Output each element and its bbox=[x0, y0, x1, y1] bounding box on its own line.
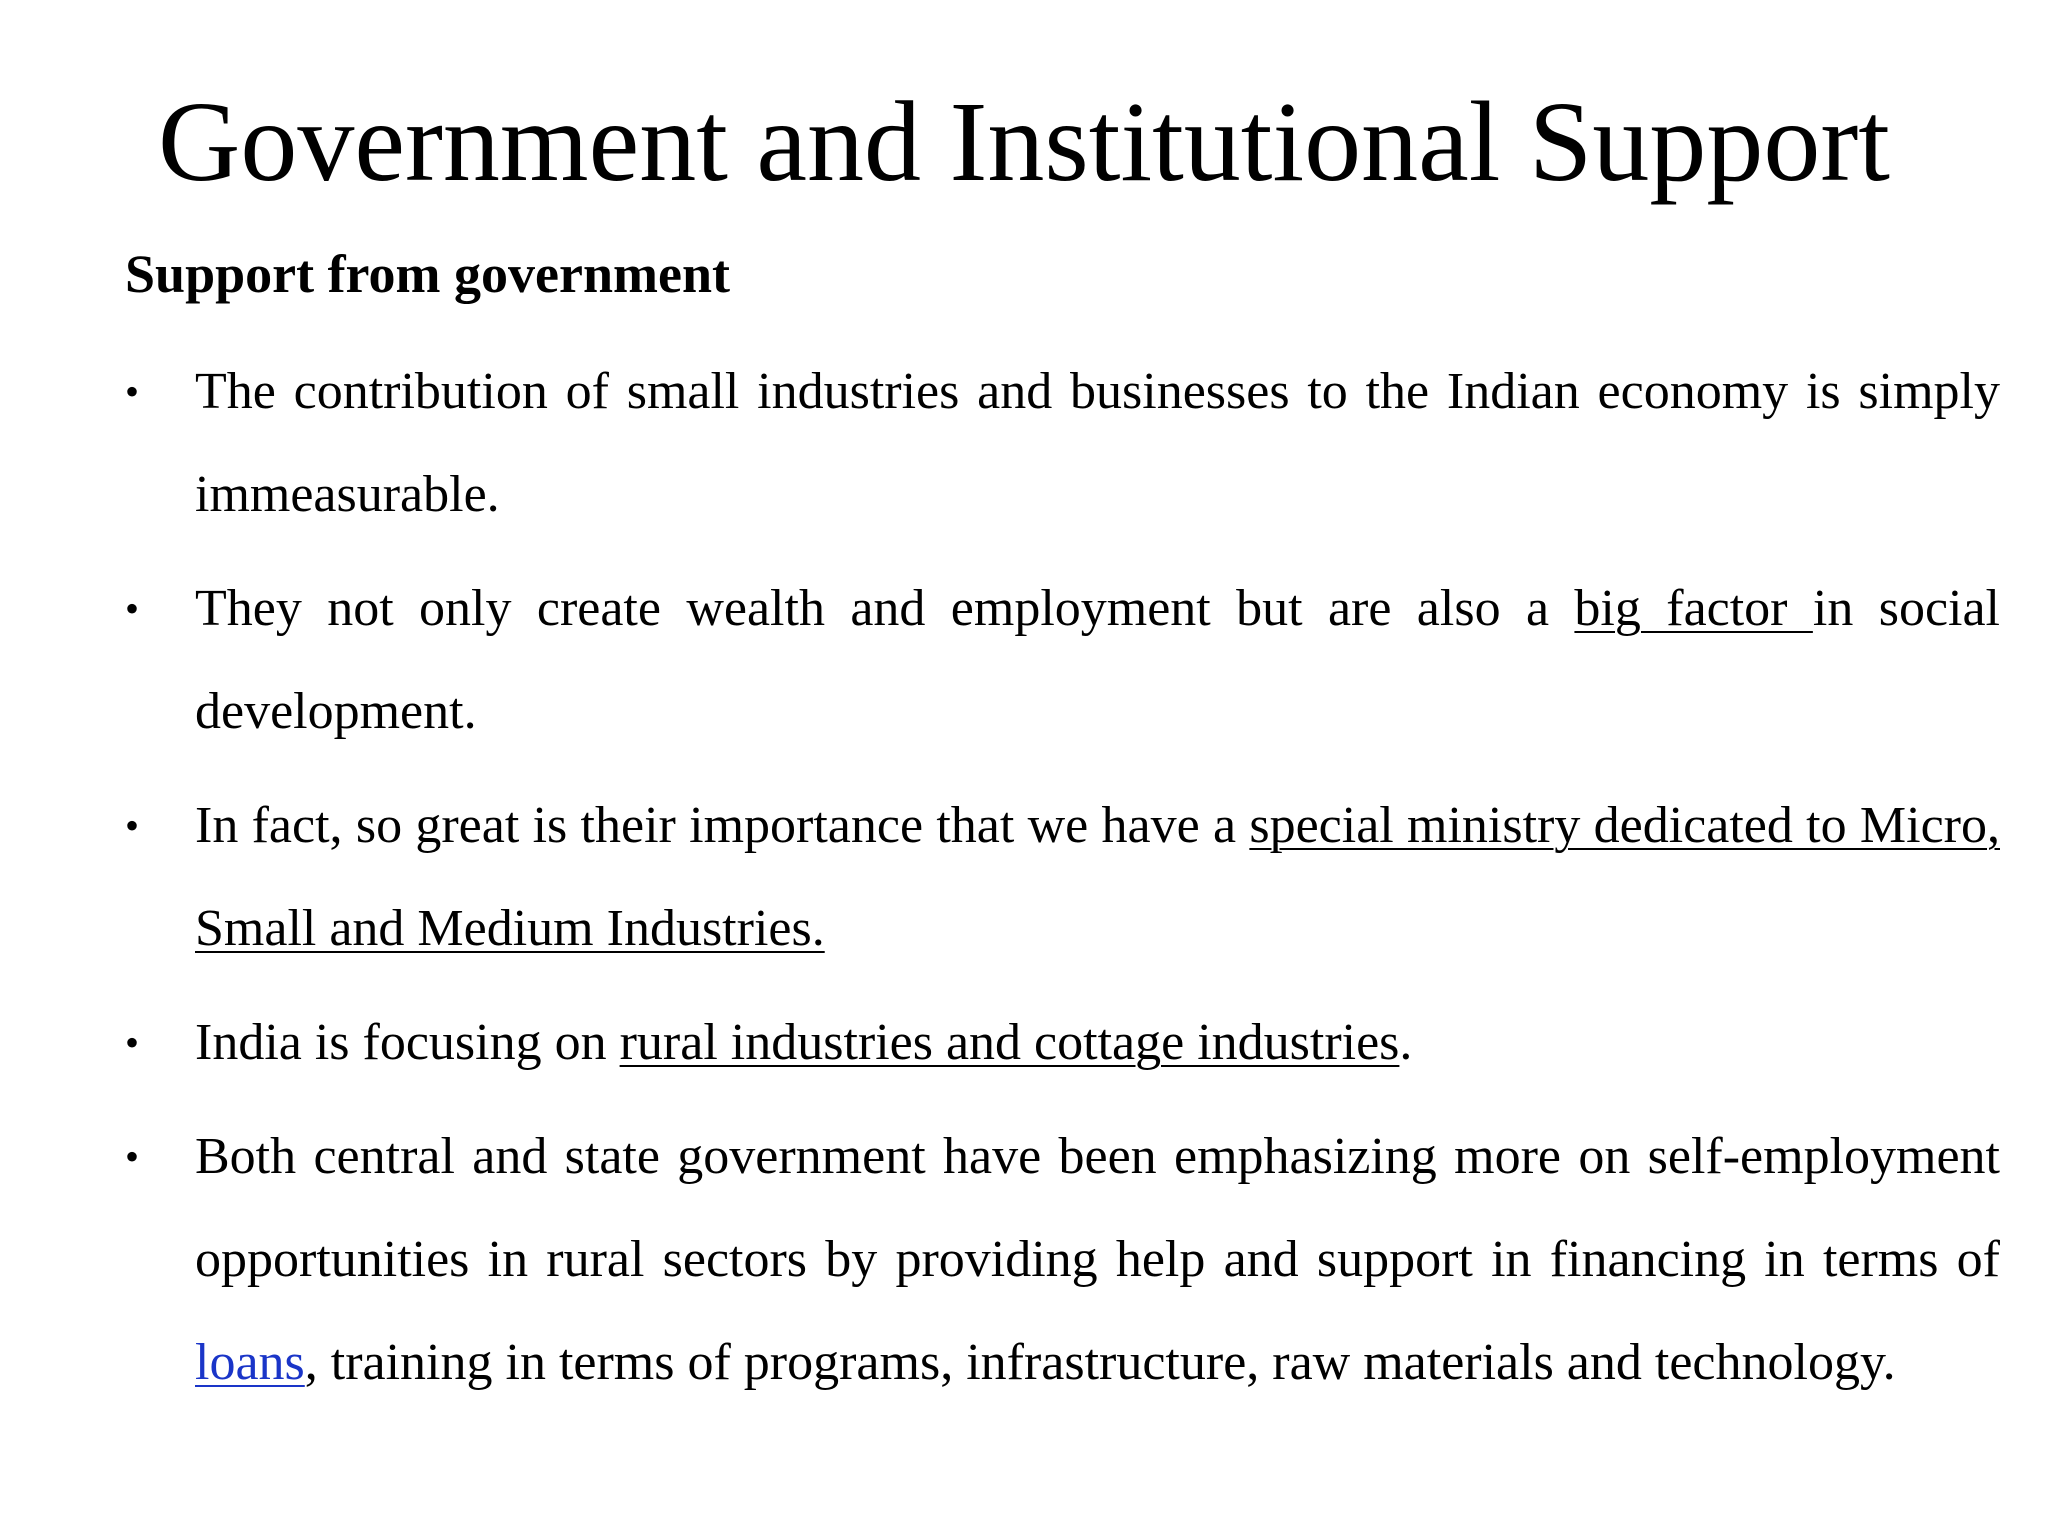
bullet-item-1 bbox=[125, 340, 2000, 546]
bullet-dot-icon: • bbox=[125, 1134, 140, 1179]
bullet-item-4 bbox=[125, 991, 2000, 1094]
underlined-phrase: rural industries and cottage industries bbox=[619, 1014, 1400, 1071]
bullet-dot-icon: • bbox=[125, 369, 140, 414]
bullet-text-tail: . bbox=[1399, 1014, 1413, 1071]
bullet-dot-icon: • bbox=[125, 1020, 140, 1065]
bullet-text: Both central and state government have been emphasizing more on self-employment opportunities in rural sectors by providing help and support in financing in terms of bbox=[195, 1128, 2000, 1288]
bullet-text: They not only create wealth and employment but are also a bbox=[195, 580, 1575, 637]
underlined-phrase: special ministry dedicated to Micro, Small and Medium Industries. bbox=[195, 797, 2000, 957]
bullet-dot-icon: • bbox=[125, 586, 140, 631]
bullet-item-5 bbox=[125, 1105, 2000, 1414]
bullet-dot-icon: • bbox=[125, 803, 140, 848]
slide-title: Government and Institutional Support bbox=[158, 78, 1890, 205]
bullet-item-2 bbox=[125, 557, 2000, 763]
bullet-text-tail: , training in terms of programs, infrastructure, raw materials and technology. bbox=[304, 1334, 1896, 1391]
bullet-text: India is focusing on bbox=[195, 1014, 620, 1071]
bullet-item-3 bbox=[125, 774, 2000, 980]
section-subheading: Support from government bbox=[125, 244, 730, 304]
loans-link[interactable]: loans bbox=[195, 1334, 305, 1391]
bullet-text: The contribution of small industries and businesses to the Indian economy is simply immeasurable. bbox=[195, 363, 2000, 523]
bullet-list bbox=[125, 340, 2000, 1425]
underlined-phrase: big factor bbox=[1574, 580, 1813, 637]
bullet-text-tail: in social development. bbox=[195, 580, 2000, 740]
bullet-text: In fact, so great is their importance that we have a bbox=[195, 797, 1250, 854]
